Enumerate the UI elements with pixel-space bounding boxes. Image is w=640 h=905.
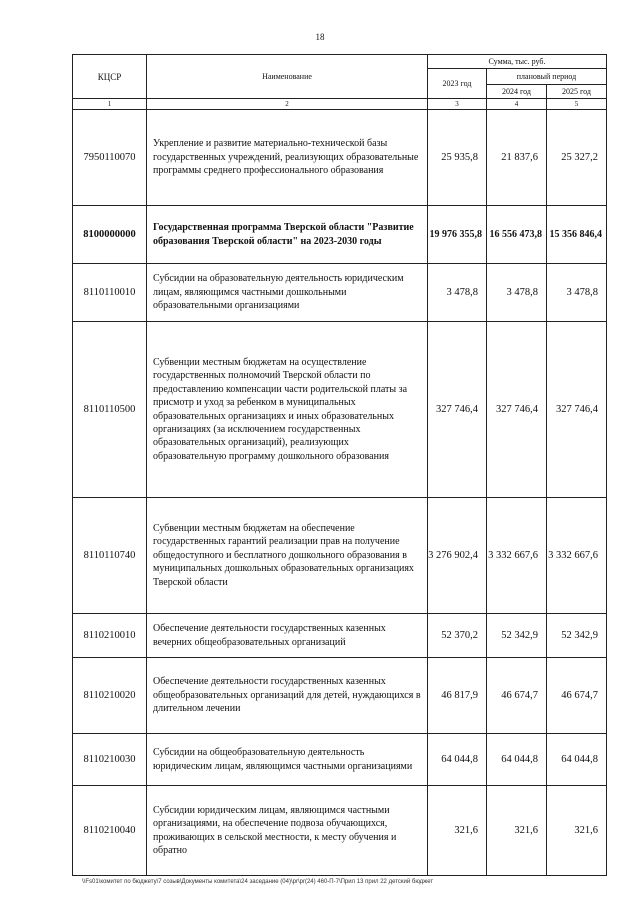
row-value-2023: 3 276 902,4: [428, 498, 487, 614]
row-value-2024: 321,6: [487, 786, 547, 876]
header-plan-period: плановый период: [487, 69, 607, 85]
row-value-2024: 46 674,7: [487, 658, 547, 734]
row-value-2023: 3 478,8: [428, 264, 487, 322]
row-name: Субвенции местным бюджетам на осуществление государственных полномочий Тверской области по предоставлению компенсации части родительской платы за присмотр и уход за ребенком в муниципальных образовательных организациях и иных образовательных организациях (за исключением государственных образовательных организаций), реализующих образовательную программу дошкольного образования: [147, 322, 428, 498]
row-value-2025: 64 044,8: [547, 734, 607, 786]
row-code: 8110210010: [73, 614, 147, 658]
header-code: КЦСР: [73, 55, 147, 99]
row-name: Обеспечение деятельности государственных казенных вечерних общеобразовательных организаций: [147, 614, 428, 658]
table-row: [73, 110, 607, 206]
row-name: Субвенции местным бюджетам на обеспечение государственных гарантий реализации прав на получение общедоступного и бесплатного дошкольного образования в муниципальных дошкольных образовательных организациях Тверской области: [147, 498, 428, 614]
row-value-2023: 52 370,2: [428, 614, 487, 658]
table-row: [73, 322, 607, 498]
row-value-2024: 21 837,6: [487, 110, 547, 206]
row-value-2025: 3 478,8: [547, 264, 607, 322]
row-name: Укрепление и развитие материально-технической базы государственных учреждений, реализующих образовательные программы среднего профессионального образования: [147, 110, 428, 206]
index-cell: 2: [147, 99, 428, 110]
row-name: Субсидии на образовательную деятельность юридическим лицам, являющимся частными дошкольными образовательными организациями: [147, 264, 428, 322]
row-value-2023: 19 976 355,8: [428, 206, 487, 264]
row-code: 8110210030: [73, 734, 147, 786]
index-cell: 4: [487, 99, 547, 110]
table-row: [73, 498, 607, 614]
row-value-2025: 3 332 667,6: [547, 498, 607, 614]
header-name: Наименование: [147, 55, 428, 99]
index-cell: 1: [73, 99, 147, 110]
row-code: 7950110070: [73, 110, 147, 206]
row-value-2024: 16 556 473,8: [487, 206, 547, 264]
row-value-2023: 25 935,8: [428, 110, 487, 206]
budget-table: [72, 54, 607, 876]
row-code: 8110210020: [73, 658, 147, 734]
row-name: Субсидии юридическим лицам, являющимся частными организациями, на обеспечение подвоза обучающихся, проживающих в сельской местности, к месту обучения и обратно: [147, 786, 428, 876]
row-value-2025: 25 327,2: [547, 110, 607, 206]
row-value-2024: 3 332 667,6: [487, 498, 547, 614]
footer-file-path: \\Fs01\комитет по бюджету\7 созыв\Документы комитета\24 заседание (04)\pr\pr(24) 460-П-7\Прил 13 прил 22 детский бюджет: [82, 879, 434, 885]
index-cell: 5: [547, 99, 607, 110]
header-year-2024: 2024 год: [487, 85, 547, 99]
index-cell: 3: [428, 99, 487, 110]
row-value-2025: 321,6: [547, 786, 607, 876]
row-value-2024: 3 478,8: [487, 264, 547, 322]
row-code: 8110110500: [73, 322, 147, 498]
header-year-2023: 2023 год: [428, 69, 487, 99]
table-row: [73, 734, 607, 786]
page-number: 18: [315, 32, 325, 42]
row-code: 8110110010: [73, 264, 147, 322]
table-row: [73, 786, 607, 876]
row-value-2025: 15 356 846,4: [547, 206, 607, 264]
row-value-2025: 327 746,4: [547, 322, 607, 498]
row-value-2023: 64 044,8: [428, 734, 487, 786]
row-value-2023: 46 817,9: [428, 658, 487, 734]
row-value-2025: 46 674,7: [547, 658, 607, 734]
row-code: 8110110740: [73, 498, 147, 614]
row-value-2024: 327 746,4: [487, 322, 547, 498]
row-value-2023: 321,6: [428, 786, 487, 876]
row-value-2024: 52 342,9: [487, 614, 547, 658]
row-name: Обеспечение деятельности государственных казенных общеобразовательных организаций для детей, нуждающихся в длительном лечении: [147, 658, 428, 734]
row-code: 8110210040: [73, 786, 147, 876]
row-name: Государственная программа Тверской области "Развитие образования Тверской области" на 2023-2030 годы: [147, 206, 428, 264]
row-value-2025: 52 342,9: [547, 614, 607, 658]
table-row: [73, 264, 607, 322]
row-code: 8100000000: [73, 206, 147, 264]
table-row: [73, 658, 607, 734]
table-row: [73, 614, 607, 658]
header-sum-title: Сумма, тыс. руб.: [428, 55, 607, 69]
row-name: Субсидии на общеобразовательную деятельность юридическим лицам, являющимся частными организациями: [147, 734, 428, 786]
row-value-2024: 64 044,8: [487, 734, 547, 786]
row-value-2023: 327 746,4: [428, 322, 487, 498]
header-year-2025: 2025 год: [547, 85, 607, 99]
table-row-program: [73, 206, 607, 264]
